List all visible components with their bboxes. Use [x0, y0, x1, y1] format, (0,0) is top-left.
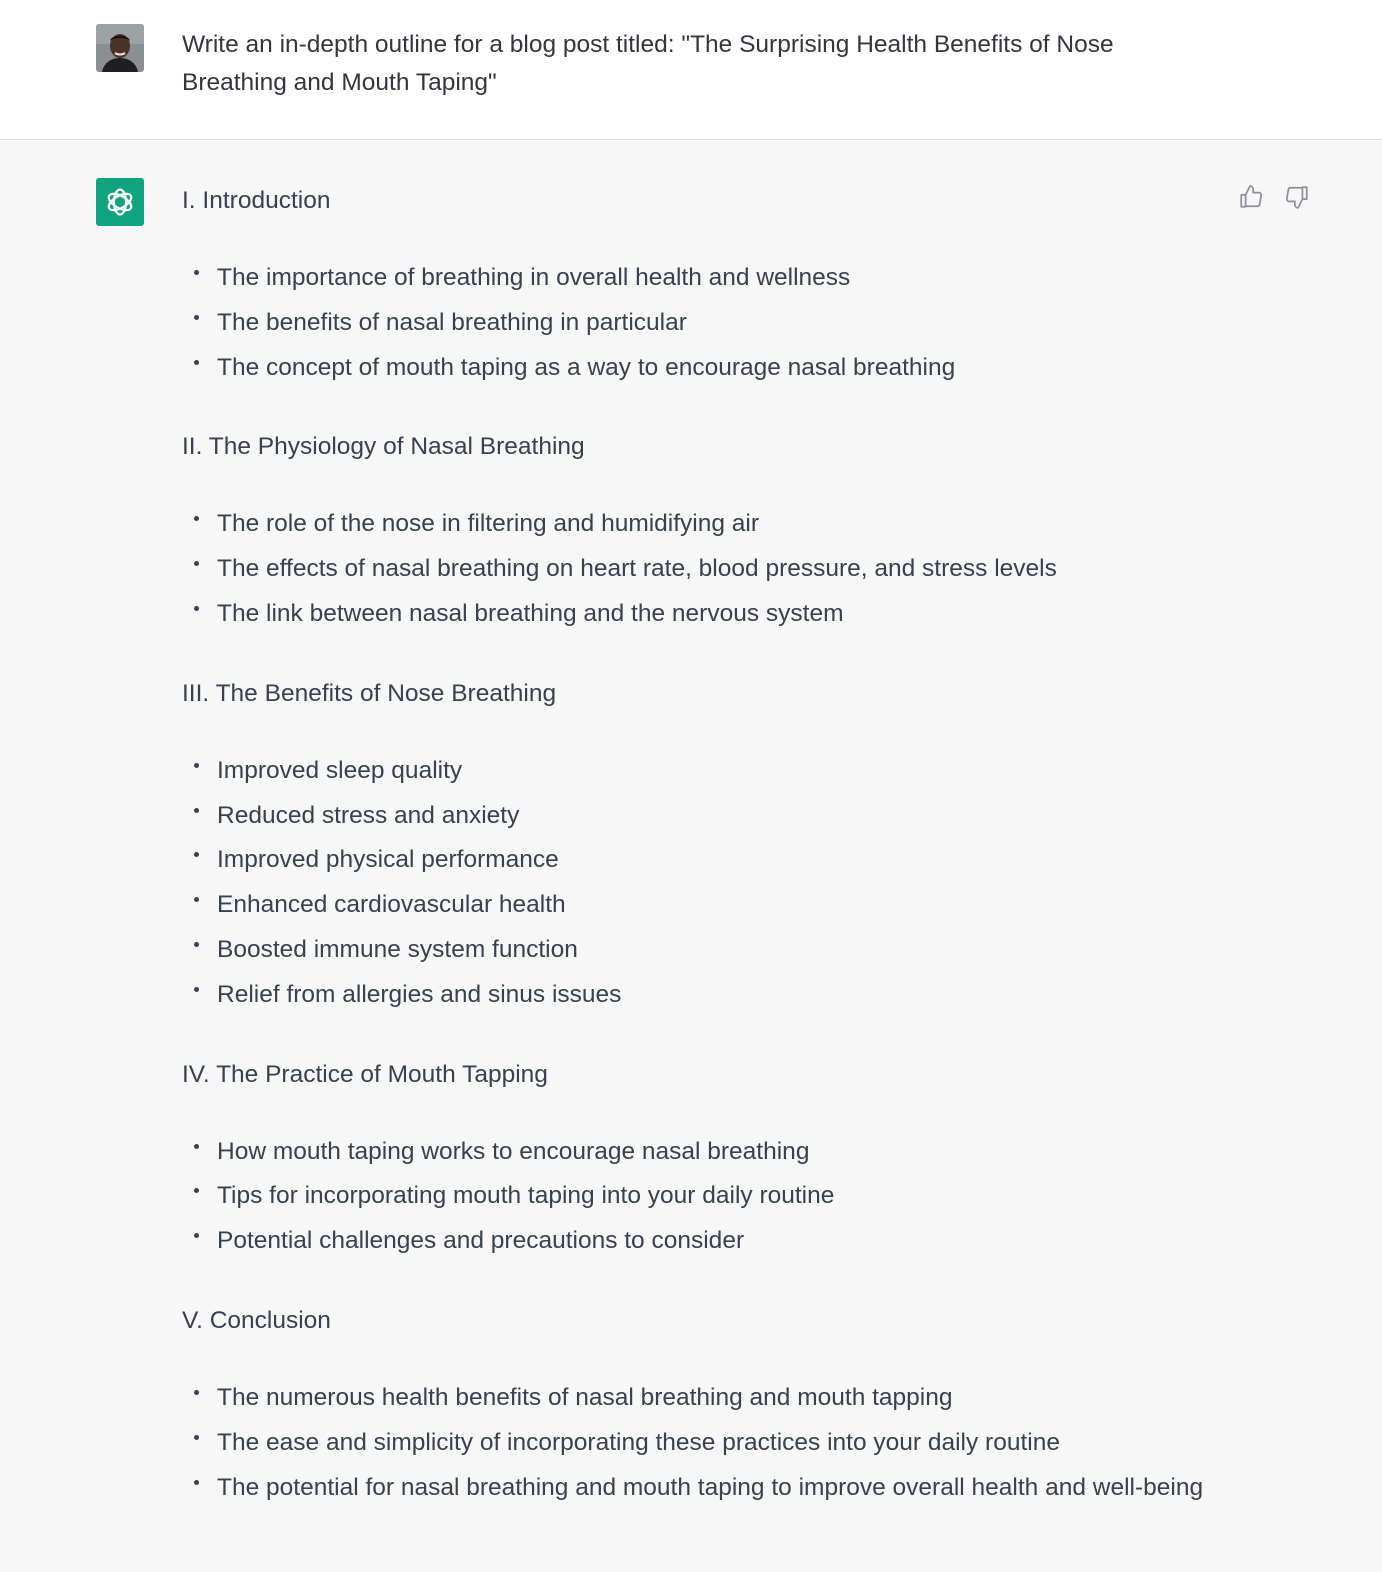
assistant-avatar: [96, 178, 144, 226]
list-item: Reduced stress and anxiety: [182, 794, 1242, 839]
list-item: The importance of breathing in overall health and wellness: [182, 256, 1242, 301]
section-heading: IV. The Practice of Mouth Tapping: [182, 1060, 548, 1088]
outline-section: [182, 427, 1242, 636]
list-item: Enhanced cardiovascular health: [182, 883, 1242, 928]
bullet-list: [182, 502, 1242, 636]
user-avatar: [96, 24, 144, 72]
openai-logo-icon: [103, 185, 137, 219]
list-item: The concept of mouth taping as a way to encourage nasal breathing: [182, 346, 1242, 391]
user-avatar-icon: [96, 24, 144, 72]
list-item: How mouth taping works to encourage nasal breathing: [182, 1130, 1242, 1175]
section-heading: V. Conclusion: [182, 1306, 331, 1334]
bullet-list: [182, 1376, 1242, 1510]
assistant-message: [0, 140, 1382, 1572]
list-item: Tips for incorporating mouth taping into your daily routine: [182, 1174, 1242, 1219]
section-heading: III. The Benefits of Nose Breathing: [182, 679, 557, 707]
list-item: Potential challenges and precautions to consider: [182, 1219, 1242, 1264]
list-item: The potential for nasal breathing and mouth taping to improve overall health and well-being: [182, 1466, 1242, 1511]
list-item: Boosted immune system function: [182, 928, 1242, 973]
bullet-list: [182, 1130, 1242, 1264]
outline-section: [182, 674, 1242, 1018]
outline-section: [182, 1301, 1242, 1510]
list-item: The benefits of nasal breathing in particular: [182, 301, 1242, 346]
thumbs-down-icon: [1284, 184, 1310, 210]
thumbs-down-button[interactable]: [1284, 184, 1310, 210]
assistant-response: [182, 181, 1242, 1547]
user-message: [0, 0, 1382, 140]
list-item: Relief from allergies and sinus issues: [182, 973, 1242, 1018]
outline-section: [182, 1055, 1242, 1264]
list-item: The ease and simplicity of incorporating these practices into your daily routine: [182, 1421, 1242, 1466]
section-heading: I. Introduction: [182, 187, 331, 214]
list-item: The link between nasal breathing and the nervous system: [182, 592, 1242, 637]
list-item: Improved physical performance: [182, 838, 1242, 883]
bullet-list: [182, 256, 1242, 390]
outline-section: [182, 181, 1242, 390]
list-item: The effects of nasal breathing on heart rate, blood pressure, and stress levels: [182, 547, 1242, 592]
bullet-list: [182, 749, 1242, 1018]
section-heading: II. The Physiology of Nasal Breathing: [182, 433, 585, 461]
feedback-actions: [1238, 184, 1310, 210]
list-item: The numerous health benefits of nasal breathing and mouth tapping: [182, 1376, 1242, 1421]
list-item: The role of the nose in filtering and humidifying air: [182, 502, 1242, 547]
user-prompt-text: Write an in-depth outline for a blog post titled: "The Surprising Health Benefits of Nose Breathing and Mouth Taping": [182, 31, 1114, 96]
list-item: Improved sleep quality: [182, 749, 1242, 794]
